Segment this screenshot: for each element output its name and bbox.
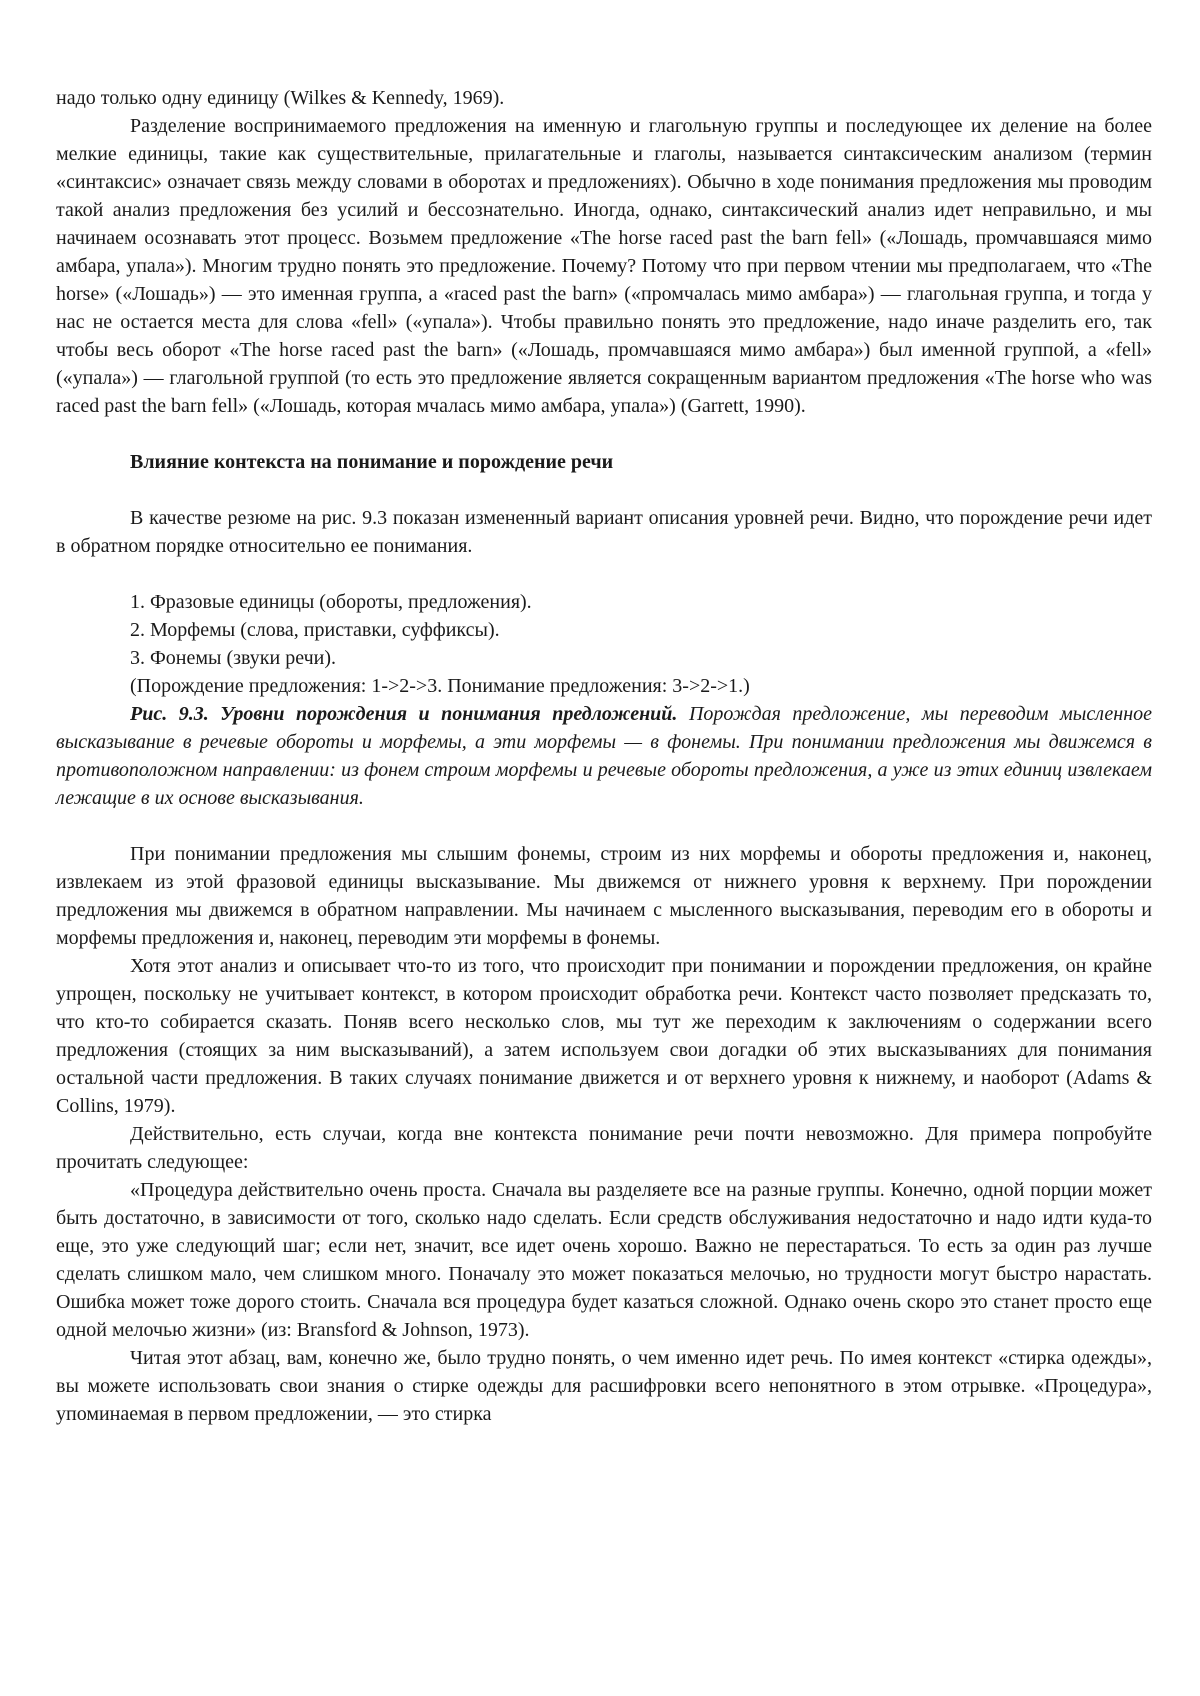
section-heading: Влияние контекста на понимание и порождение речи [130, 451, 614, 473]
paragraph-syntax-analysis: Разделение воспринимаемого предложения на именную и глагольную группы и последующее их деление на более мелкие единицы, такие как существительные, прилагательные и глаголы, называется синтаксическим анализом (термин «синтаксис» означает связь между словами в оборотах и предложениях). Обычно в ходе понимания предложения мы проводим такой анализ предложения без усилий и бессознательно. Иногда, однако, синтаксический анализ идет неправильно, и мы начинаем осознавать этот процесс. Возьмем предложение «The horse raced past the barn fell» («Лошадь, промчавшаяся мимо амбара, упала»). Многим трудно понять это предложение. Почему? Потому что при первом чтении мы предполагаем, что «The horse» («Лошадь») — это именная группа, а «raced past the barn» («промчалась мимо амбара») — глагольная группа, и тогда у нас не остается места для слова «fell» («упала»). Чтобы правильно понять это предложение, надо иначе разделить его, так чтобы весь оборот «The horse raced past the barn» («Лошадь, промчавшаяся мимо амбара») был именной группой, а «fell» («упала») — глагольной группой (то есть это предложение является сокращенным вариантом предложения «The horse who was raced past the barn fell» («Лошадь, которая мчалась мимо амбара, упала») (Garrett, 1990). [56, 115, 1152, 417]
figure-caption-text: Порождая предложение, мы переводим мысленное высказывание в речевые обороты и морфемы, а эти морфемы — в фонемы. При понимании предложения мы движемся в противоположном направлении: из фонем строим морфемы и речевые обороты предложения, а уже из этих единиц извлекаем лежащие в их основе высказывания. [56, 703, 1153, 809]
paragraph-laundry: Читая этот абзац, вам, конечно же, было трудно понять, о чем именно идет речь. По имея контекст «стирка одежды», вы можете использовать свои знания о стирке одежды для расшифровки всего непонятного в этом отрывке. «Процедура», упоминаемая в первом предложении, — это стирка [56, 1347, 1152, 1425]
paragraph-continuation: надо только одну единицу (Wilkes & Kennedy, 1969). [56, 87, 505, 109]
document-page [56, 84, 1152, 1428]
paragraph-quote: «Процедура действительно очень проста. Сначала вы разделяете все на разные группы. Конечно, одной порции может быть достаточно, в зависимости от того, сколько надо сделать. Если средств обслуживания недостаточно и надо идти куда-то еще, это уже следующий шаг; если нет, значит, все идет очень хорошо. Важно не перестараться. То есть за один раз лучше сделать слишком мало, чем слишком много. Поначалу это может показаться мелочью, но трудности могут быстро нарастать. Ошибка может тоже дорого стоить. Сначала вся процедура будет казаться сложной. Однако очень скоро это станет просто еще одной мелочью жизни» (из: Bransford & Johnson, 1973). [56, 1179, 1152, 1341]
list-item: 3. Фонемы (звуки речи). [130, 647, 337, 669]
figure-caption [56, 700, 1152, 812]
figure-caption-title: Рис. 9.3. Уровни порождения и понимания предложений. [130, 703, 678, 725]
paragraph-example-intro: Действительно, есть случаи, когда вне контекста понимание речи почти невозможно. Для примера попробуйте прочитать следующее: [56, 1123, 1152, 1173]
spacer [56, 812, 1152, 840]
spacer [56, 560, 1152, 588]
paragraph-context: Хотя этот анализ и описывает что-то из того, что происходит при понимании и порождении предложения, он крайне упрощен, поскольку не учитывает контекст, в котором происходит обработка речи. Контекст часто позволяет предсказать то, что кто-то собирается сказать. Поняв всего несколько слов, мы тут же переходим к заключениям о содержании всего предложения (стоящих за ним высказываний), а затем используем свои догадки об этих высказываниях для понимания остальной части предложения. В таких случаях понимание движется и от верхнего уровня к нижнему, и наоборот (Adams & Collins, 1979). [56, 955, 1152, 1117]
paragraph-understanding: При понимании предложения мы слышим фонемы, строим из них морфемы и обороты предложения и, наконец, извлекаем из этой фразовой единицы высказывание. Мы движемся от нижнего уровня к верхнему. При порождении предложения мы движемся в обратном направлении. Мы начинаем с мысленного высказывания, переводим его в обороты и морфемы предложения и, наконец, переводим эти морфемы в фонемы. [56, 843, 1152, 949]
speech-levels-list [56, 588, 1152, 672]
paragraph-intro: В качестве резюме на рис. 9.3 показан измененный вариант описания уровней речи. Видно, что порождение речи идет в обратном порядке относительно ее понимания. [56, 507, 1152, 557]
list-item: 1. Фразовые единицы (обороты, предложения). [130, 591, 532, 613]
list-note: (Порождение предложения: 1->2->3. Понимание предложения: 3->2->1.) [130, 675, 750, 697]
list-item: 2. Морфемы (слова, приставки, суффиксы). [130, 619, 500, 641]
